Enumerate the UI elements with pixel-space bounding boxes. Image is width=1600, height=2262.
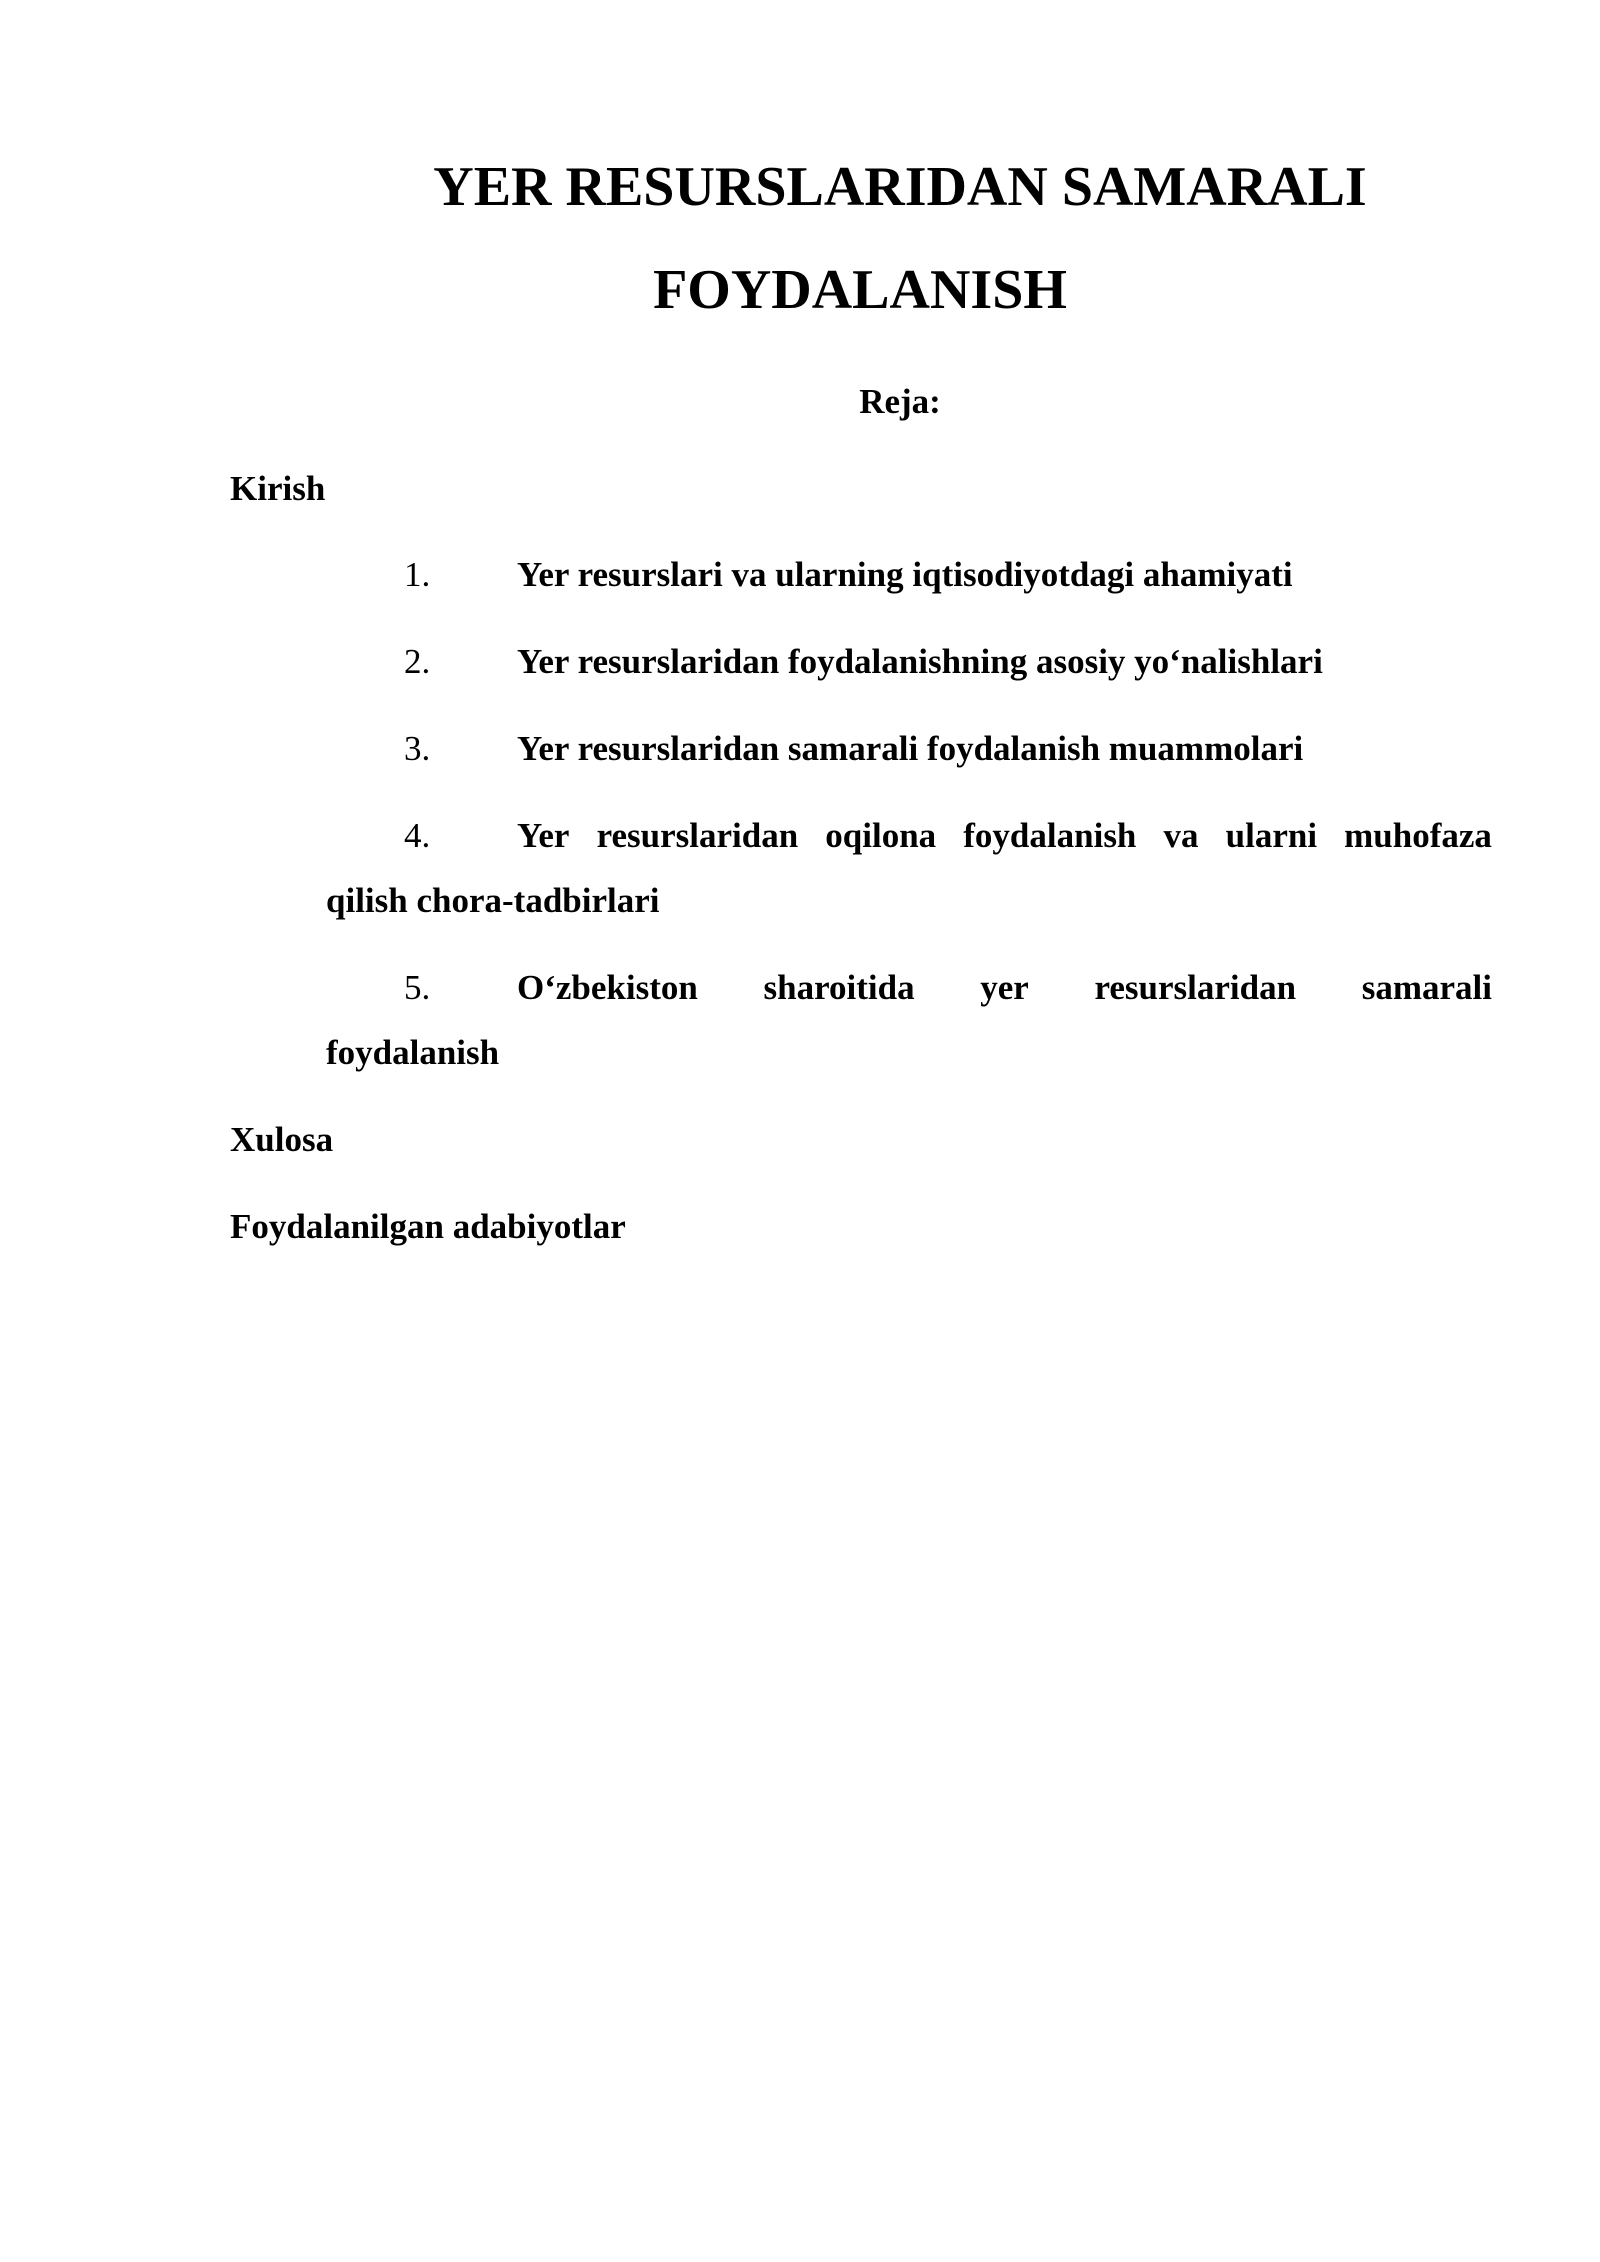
document-title-line-2: FOYDALANISH <box>653 259 1067 321</box>
plan-item-word: va <box>1163 816 1199 855</box>
plan-item-word: foydalanish <box>963 816 1137 855</box>
plan-item-word: Yer <box>517 816 570 855</box>
plan-item-text: Yer resurslaridan samarali foydalanish muammolari <box>517 729 1304 768</box>
plan-item-word: muhofaza <box>1344 816 1492 855</box>
plan-item-number: 1. <box>404 555 431 594</box>
plan-item-3 <box>326 727 1492 771</box>
plan-item-word: ularni <box>1225 816 1318 855</box>
plan-item-continuation: qilish chora-tadbirlari <box>326 881 660 920</box>
plan-item-text: Yer resurslari va ularning iqtisodiyotdagi ahamiyati <box>517 555 1293 594</box>
plan-item-word: sharoitida <box>763 968 915 1007</box>
document-title-line-1: YER RESURSLARIDAN SAMARALI <box>433 156 1367 218</box>
plan-item-word: oqilona <box>825 816 937 855</box>
plan-item-1 <box>326 553 1492 597</box>
plan-heading: Reja: <box>859 382 941 421</box>
plan-item-word: samarali <box>1361 968 1492 1007</box>
section-intro: Kirish <box>230 469 326 508</box>
plan-item-word: resurslaridan <box>596 816 799 855</box>
plan-item-number: 4. <box>404 816 431 855</box>
plan-item-word: yer <box>980 968 1029 1007</box>
plan-item-text: Yer resurslaridan foydalanishning asosiy yo‘nalishlari <box>517 642 1323 681</box>
plan-item-text <box>517 966 1492 1010</box>
section-references: Foydalanilgan adabiyotlar <box>230 1207 626 1246</box>
plan-item-number: 2. <box>404 642 431 681</box>
plan-item-word: O‘zbekiston <box>517 968 698 1007</box>
plan-item-number: 3. <box>404 729 431 768</box>
plan-item-5 <box>326 966 1492 1075</box>
plan-item-number: 5. <box>404 968 431 1007</box>
section-conclusion: Xulosa <box>230 1120 334 1159</box>
plan-item-continuation: foydalanish <box>326 1033 500 1072</box>
plan-item-4 <box>326 814 1492 923</box>
plan-item-2 <box>326 640 1492 684</box>
plan-item-word: resurslaridan <box>1094 968 1297 1007</box>
plan-item-text <box>517 814 1492 858</box>
